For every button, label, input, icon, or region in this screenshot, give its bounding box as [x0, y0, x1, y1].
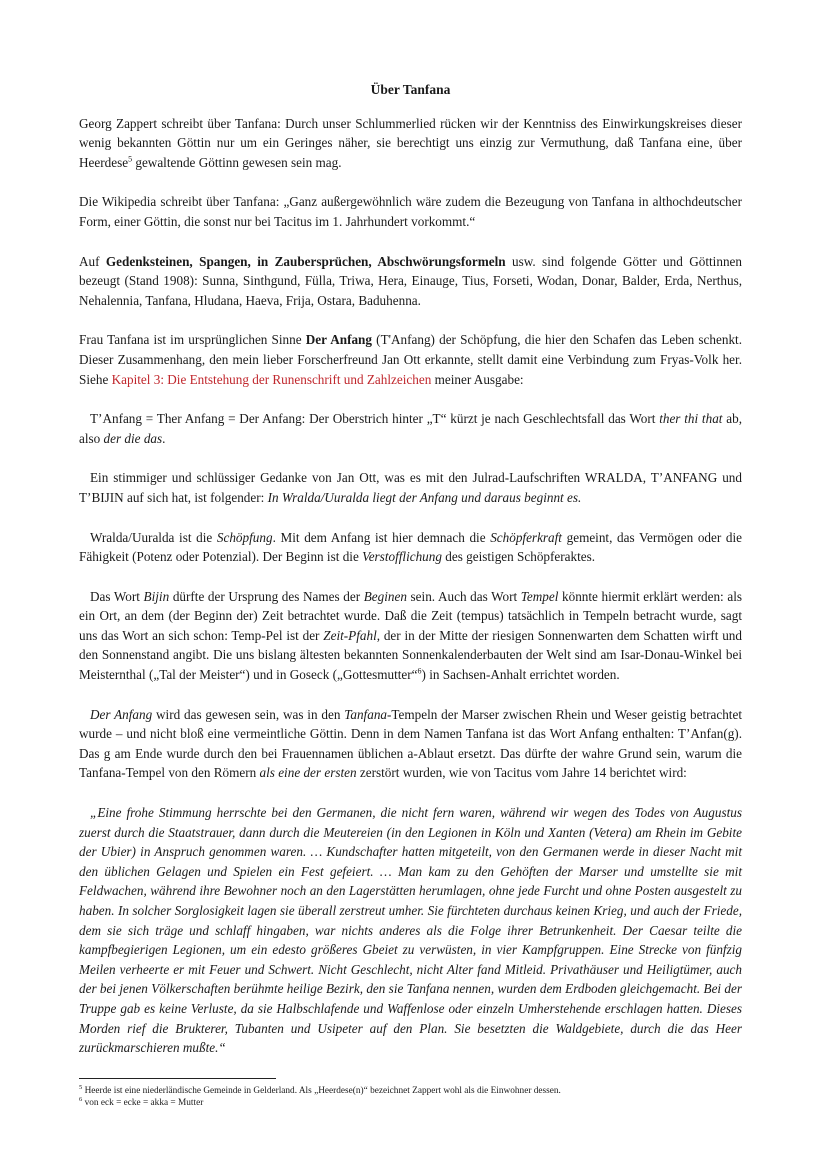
italic-text: Verstofflichung: [362, 549, 442, 565]
text: .: [162, 430, 166, 446]
italic-text: Schöpferkraft: [490, 529, 562, 545]
italic-text: Schöpfung: [216, 529, 273, 545]
paragraph-goetter: [79, 252, 742, 311]
text: könnte hiermit erklärt werden: als ein Ort, an dem (der Beginn der) Zeit betrachtet wurde. Daß die Zeit (tempus) tatsächlich in Tempeln betracht wurde, sagt uns das Wort an sich schon: Temp-Pel ist der: [79, 588, 742, 643]
text: zerstört wurden, wie von Tacitus vom Jahre 14 berichtet wird:: [356, 765, 687, 781]
paragraph-bijin: [79, 587, 742, 685]
text: ) in Sachsen-Anhalt errichtet worden.: [421, 667, 620, 683]
bold-text: Gedenksteinen, Spangen, in Zaubersprüchen, Abschwörungsformeln: [105, 253, 506, 269]
italic-text: Der Anfang: [90, 706, 153, 722]
document-page: [79, 80, 742, 1110]
footnote-ref-5[interactable]: 5: [128, 154, 133, 164]
italic-text: ther thi that: [659, 411, 723, 427]
text: Auf: [79, 253, 106, 269]
italic-text: In Wralda/Uuralda liegt der Anfang und daraus beginnt es.: [267, 489, 582, 505]
text: Wralda/Uuralda ist die: [90, 529, 217, 545]
footnote-6: [79, 1097, 742, 1110]
footnote-text: Heerde ist eine niederländische Gemeinde in Gelderland. Als „Heerdese(n)“ bezeichnet Zappert wohl als die Einwohner dessen.: [82, 1085, 561, 1096]
footnote-5: [79, 1085, 742, 1098]
footnote-number: 5: [79, 1083, 83, 1091]
text: . Mit dem Anfang ist hier demnach die: [272, 529, 491, 545]
italic-text: Zeit-Pfahl: [323, 627, 377, 643]
chapter-3-link[interactable]: Kapitel 3: Die Entstehung der Runenschrift und Zahlzeichen: [111, 371, 432, 387]
paragraph-jan-ott: [79, 468, 742, 507]
footnote-number: 6: [79, 1096, 83, 1104]
text: meiner Ausgabe:: [431, 371, 524, 387]
paragraph-zappert: [79, 114, 742, 173]
page-title: Über Tanfana: [370, 82, 451, 97]
text: gewaltende Göttinn gewesen sein mag.: [132, 154, 342, 170]
text: T’Anfang = Ther Anfang = Der Anfang: Der Oberstrich hinter „T“ kürzt je nach Geschlechtsfall das Wort: [90, 411, 660, 427]
italic-text: Tempel: [520, 588, 559, 604]
text: ab, also: [79, 411, 742, 446]
text: Frau Tanfana ist im ursprünglichen Sinne: [79, 332, 306, 348]
text: Das Wort: [90, 588, 144, 604]
italic-text: Bijin: [143, 588, 170, 604]
italic-text: als eine der ersten: [259, 765, 357, 781]
text: , der in der Mitte der riesigen Sonnenwarten dem Schatten wirft und den Sonnenstand angibt. Die uns bislang ältesten bekannten Sonnenkalenderbauten der Welt sind am Isar-Donau-Winkel bei Meisternthal („Tal der Meister“) und in Goseck („Gottesmutter“: [79, 627, 742, 683]
bold-text: Der Anfang: [305, 332, 372, 348]
text: dürfte der Ursprung des Names der: [169, 588, 364, 604]
text: usw. sind folgende Götter und Göttinnen bezeugt (Stand 1908): Sunna, Sinthgund, Fülla, Triwa, Hera, Einauge, Tius, Forseti, Wodan, Donar, Balder, Erda, Nerthus, Nehalennia, Tanfana, Hludana, Haeva, Frija, Ostara, Baduhenna.: [79, 253, 742, 308]
paragraph-tanfang: [79, 409, 742, 448]
footnote-separator: [79, 1078, 276, 1079]
text: Ein stimmiger und schlüssiger Gedanke von Jan Ott, was es mit den Julrad-Laufschriften WRALDA, T’ANFANG und T’BIJIN auf sich hat, ist folgender:: [79, 470, 742, 505]
italic-text: Beginen: [363, 588, 407, 604]
footnote-ref-6[interactable]: 6: [417, 666, 422, 676]
text: -Tempeln der Marser zwischen Rhein und Weser geistig betrachtet wurde – und nicht bloß eine vermeintliche Göttin. Denn in dem Namen Tanfana ist das Wort Anfang enthalten: T’Anfan(g). Das g am Ende wurde durch den bei Frauennamen üblichen a-Ablaut ersetzt. Das dürfte der wahre Grund sein, warum die Tanfana-Tempel von den Römern: [79, 706, 742, 781]
text: (T'Anfang) der Schöpfung, die hier den Schafen das Leben schenkt. Dieser Zusammenhang, den mein lieber Forscherfreund Jan Ott erkannte, stellt damit eine Verbindung zum Fryas-Volk her. Siehe: [79, 332, 743, 387]
footnote-text: von eck = ecke = akka = Mutter: [82, 1098, 204, 1109]
text: gemeint, das Vermögen oder die Fähigkeit (Potenz oder Potenzial). Der Beginn ist die: [79, 529, 743, 565]
italic-text: Tanfana: [344, 706, 388, 722]
text: sein. Auch das Wort: [406, 588, 521, 604]
italic-text: der die das: [103, 430, 163, 446]
paragraph-frau-tanfana: [79, 330, 742, 389]
text: Georg Zappert schreibt über Tanfana: Durch unser Schlummerlied rücken wir der Kenntniss des Einwirkungskreises dieser wenig bekannten Göttin nur um ein Geringes näher, sie berechtigt uns einzig zur Vermuthung, daß Tanfana eine, über Heerdese: [79, 115, 742, 170]
paragraph-wikipedia: Die Wikipedia schreibt über Tanfana: „Ganz außergewöhnlich wäre zudem die Bezeugung von Tanfana in althochdeutscher Form, einer Göttin, die sonst nur bei Tacitus im 1. Jahrhundert vorkommt.“: [79, 194, 742, 229]
tacitus-quote: „Eine frohe Stimmung herrschte bei den Germanen, die nicht fern waren, während wir wegen des Todes von Augustus zuerst durch die Staatstrauer, dann durch die Meutereien (in den Legionen in Köln und Xanten (Vetera) am Rhein im Gebite der Ubier) in Anspruch genommen waren. … Kundschafter hatten mitgeteilt, von den Germanen werde in dieser Nacht mit den üblichen Gelagen und Spielen ein Fest gefeiert. … Man kam zu den Gehöften der Marser und umstellte sie mit Feldwachen, während ihre Bewohner noch an den Lagerstätten herumlagen, ohne jede Furcht und ohne Posten ausgestelt zu haben. In solcher Sorglosigkeit lagen sie überall zerstreut umher. Sie fürchteten durchaus keinen Krieg, und auch der Friede, dem sie sich träge und schlaff hingaben, war nichts anderes als die Folge ihrer Betrunkenheit. Der Caesar teilte die kampfbegierigen Legionen, um ein edesto größeres Gbeiet zu verwüsten, in vier Kampfgruppen. Eine Strecke von fünfzig Meilen verheerte er mit Feuer und Schwert. Nicht Geschlecht, nicht Alter fand Mitleid. Privathäuser und Heiligtümer, auch der bei jenen Völkerschaften berühmte heilige Bezirk, den sie Tanfana nennen, wurden dem Erdboden gleichgemacht. Bei der Truppe gab es keine Verluste, da sie Halbschlafende und Waffenlose oder einzeln Umherstehende erschlagen hatten. Dieses Morden rief die Brukterer, Tubanten und Usipeter auf den Plan. Sie besetzten die Waldgebiete, durch die das Heer zurückmarschieren mußte.“: [79, 805, 742, 1056]
paragraph-wralda: [79, 528, 742, 567]
paragraph-der-anfang: [79, 705, 742, 783]
text: des geistigen Schöpferaktes.: [441, 549, 596, 565]
text: wird das gewesen sein, was in den: [152, 706, 345, 722]
